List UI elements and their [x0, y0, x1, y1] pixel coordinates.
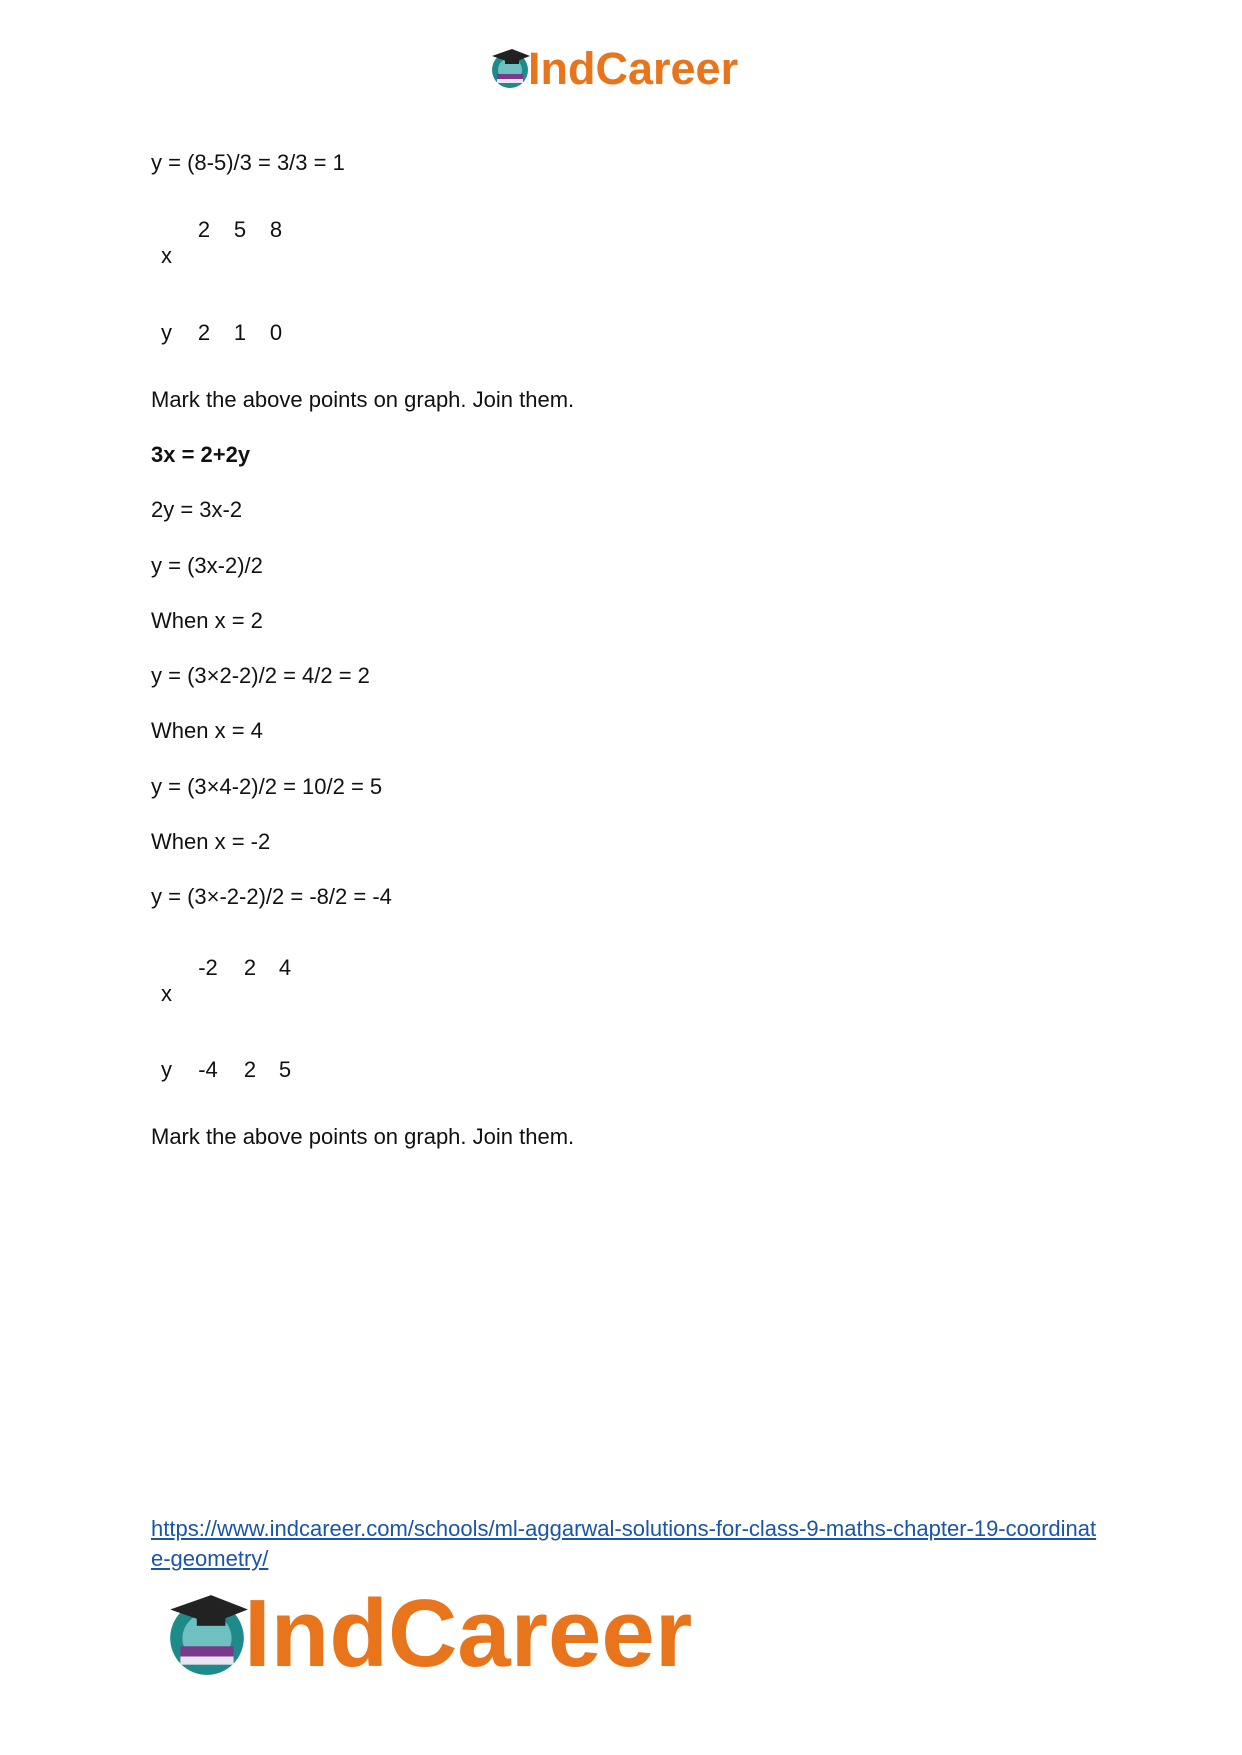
equation-line: When x = 4 — [151, 718, 263, 743]
table-y-cell: 2 — [197, 320, 211, 345]
instruction-line: Mark the above points on graph. Join them. — [151, 1124, 575, 1149]
table-x-cell: 5 — [233, 217, 247, 242]
table-y-label: y — [161, 1057, 172, 1082]
equation-line: y = (3×-2-2)/2 = -8/2 = -4 — [151, 884, 392, 909]
logo-wordmark: IndCareer — [528, 42, 739, 94]
footer-logo — [162, 1580, 693, 1687]
source-link[interactable]: https://www.indcareer.com/schools/ml-aggarwal-solutions-for-class-9-maths-chapter-19-coordinate-geometry/ — [151, 1516, 1097, 1571]
header-logo — [488, 44, 738, 92]
table-y-cell: 5 — [278, 1057, 292, 1082]
table-x-cell: 4 — [278, 955, 292, 980]
table-x-cell: 2 — [197, 217, 211, 242]
equation-heading: 3x = 2+2y — [151, 442, 251, 467]
table-y-cell: 0 — [269, 320, 283, 345]
table-x-cell: 8 — [269, 217, 283, 242]
table-x-label: x — [161, 243, 172, 268]
table-y-cell: 2 — [243, 1057, 257, 1082]
graduation-cap-books-icon — [488, 46, 532, 90]
instruction-line: Mark the above points on graph. Join them. — [151, 387, 575, 412]
equation-line: y = (8-5)/3 = 3/3 = 1 — [151, 150, 345, 175]
logo-wordmark: IndCareer — [244, 1580, 693, 1687]
table-x-label: x — [161, 981, 172, 1006]
equation-line: y = (3x-2)/2 — [151, 553, 263, 578]
table-y-label: y — [161, 320, 172, 345]
table-y-cell: -4 — [198, 1057, 218, 1082]
table-y-cell: 1 — [233, 320, 247, 345]
equation-line: 2y = 3x-2 — [151, 497, 243, 522]
graduation-cap-books-icon — [162, 1589, 252, 1679]
equation-line: y = (3×2-2)/2 = 4/2 = 2 — [151, 663, 370, 688]
table-x-cell: 2 — [243, 955, 257, 980]
table-x-cell: -2 — [198, 955, 218, 980]
equation-line: When x = -2 — [151, 829, 271, 854]
equation-line: When x = 2 — [151, 608, 263, 633]
equation-line: y = (3×4-2)/2 = 10/2 = 5 — [151, 774, 383, 799]
